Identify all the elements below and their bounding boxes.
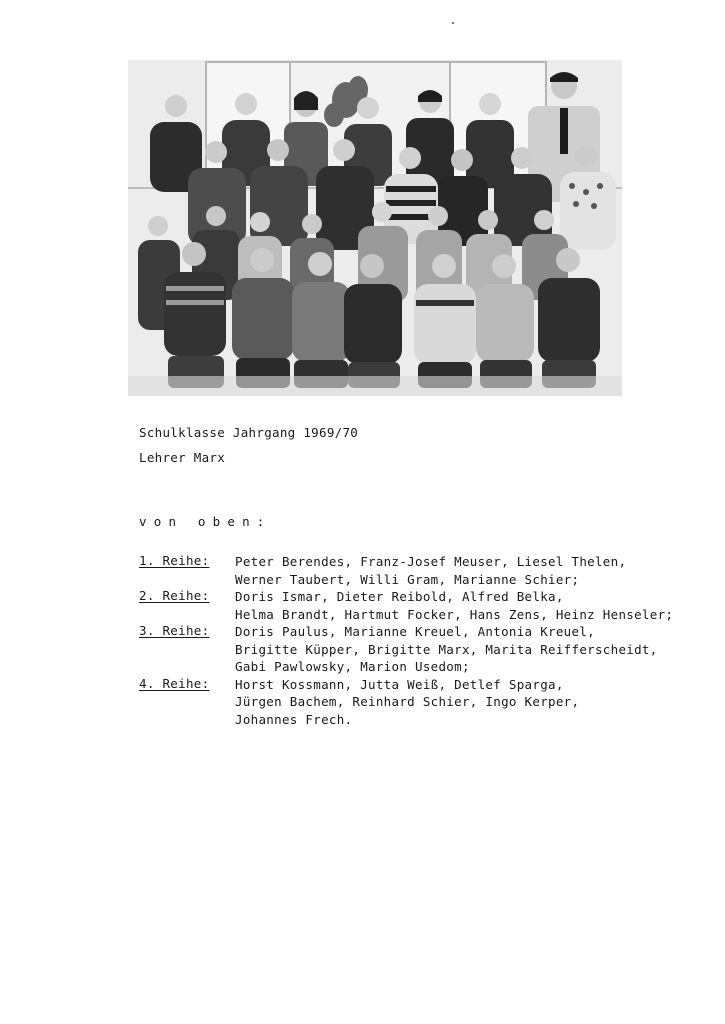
row-line: Helma Brandt, Hartmut Focker, Hans Zens, Heinz Henseler;: [235, 606, 674, 622]
row-line: Werner Taubert, Willi Gram, Marianne Schier;: [235, 571, 580, 587]
row-entry: [139, 676, 725, 729]
row-line: Horst Kossmann, Jutta Weiß, Detlef Sparga,: [235, 676, 564, 692]
row-entry: [139, 553, 725, 588]
row-line: Johannes Frech.: [235, 711, 353, 727]
row-entry: [139, 588, 725, 623]
row-entry: [139, 623, 725, 676]
class-photo-illustration: [128, 60, 622, 396]
row-line: Jürgen Bachem, Reinhard Schier, Ingo Kerper,: [235, 694, 580, 709]
row-label: 3. Reihe:: [139, 623, 210, 638]
photo-caption-teacher: Lehrer Marx: [139, 450, 226, 465]
row-line: Doris Paulus, Marianne Kreuel, Antonia Kreuel,: [235, 624, 595, 639]
row-label: 2. Reihe:: [139, 588, 210, 603]
row-label: 1. Reihe:: [139, 553, 210, 568]
row-line: Brigitte Küpper, Brigitte Marx, Marita Reifferscheidt,: [235, 641, 658, 657]
row-list: [139, 553, 725, 728]
class-photo: [128, 60, 622, 396]
row-line: Gabi Pawlowsky, Marion Usedom;: [235, 659, 470, 674]
row-line: Doris Ismar, Dieter Reibold, Alfred Belka,: [235, 589, 564, 604]
photo-caption-title: Schulklasse Jahrgang 1969/70: [139, 425, 359, 440]
direction-label: von oben:: [139, 514, 272, 529]
paper-speck: [452, 22, 454, 24]
row-label: 4. Reihe:: [139, 675, 210, 691]
row-line: Peter Berendes, Franz-Josef Meuser, Liesel Thelen,: [235, 554, 627, 569]
